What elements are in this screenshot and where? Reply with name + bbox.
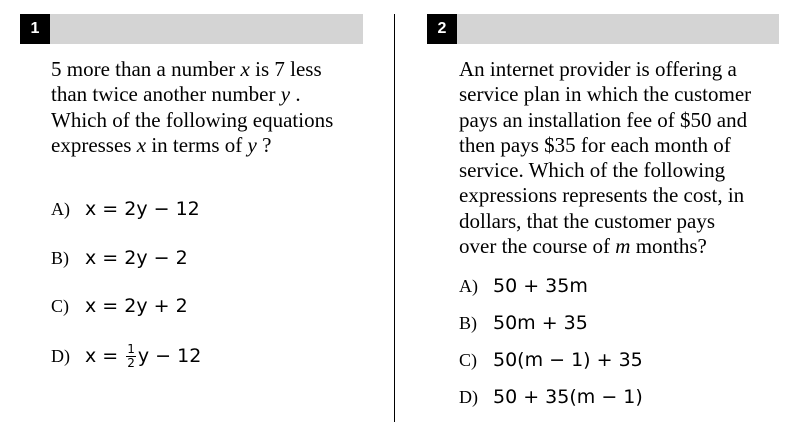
column-divider: [394, 14, 395, 422]
q1-number: 1: [30, 20, 40, 37]
option-expression: 50 + 35(m − 1): [493, 386, 643, 408]
q2-stem-line: service plan in which the customer: [459, 82, 752, 107]
option-expression: 50(m − 1) + 35: [493, 349, 643, 371]
q2-stem: [459, 57, 751, 259]
option-letter: C): [459, 350, 477, 370]
q2-option-c[interactable]: [459, 349, 643, 371]
option-letter: A): [459, 276, 478, 296]
option-letter: A): [51, 199, 70, 219]
option-letter: C): [51, 296, 69, 316]
option-expression: x = $\frac{1}{2}$ y − 12: [85, 342, 202, 370]
fraction: $\frac{1}{2}$: [127, 342, 135, 370]
option-expression: 50 + 35m: [493, 275, 588, 297]
q2-stem-line: over the course of m months?: [459, 234, 707, 259]
q1-option-c[interactable]: [51, 295, 188, 317]
option-expression: 50m + 35: [493, 312, 588, 334]
q2-header-bar: [427, 14, 779, 44]
q2-number: 2: [437, 20, 447, 37]
q2-option-d[interactable]: [459, 386, 643, 408]
option-expression: x = 2y − 2: [85, 247, 188, 269]
q2-stem-line: expressions represents the cost, in: [459, 183, 745, 208]
q1-stem-line: expresses x in terms of y ?: [51, 132, 272, 157]
q2-stem-line: then pays $35 for each month of: [459, 132, 731, 157]
option-letter: B): [459, 313, 477, 333]
q2-option-b[interactable]: [459, 312, 588, 334]
q2-stem-line: dollars, that the customer pays: [459, 208, 716, 233]
q2-option-a[interactable]: [459, 275, 588, 297]
q2-stem-line: pays an installation fee of $50 and: [459, 107, 748, 132]
q1-stem: [51, 57, 333, 158]
q2-number-badge: [427, 14, 457, 44]
option-letter: D): [459, 387, 478, 407]
q1-option-d[interactable]: [51, 343, 201, 370]
option-expression: x = 2y + 2: [85, 295, 188, 317]
option-expression: x = 2y − 12: [85, 198, 200, 220]
q1-stem-line: Which of the following equations: [51, 107, 334, 132]
q1-stem-line: than twice another number y .: [51, 82, 301, 107]
q2-stem-line: service. Which of the following: [459, 158, 726, 183]
q1-header-bar: [20, 14, 363, 44]
q1-option-a[interactable]: [51, 198, 200, 220]
q1-option-b[interactable]: [51, 247, 188, 269]
q1-number-badge: [20, 14, 50, 44]
option-letter: D): [51, 346, 70, 366]
q1-stem-line: 5 more than a number x is 7 less: [51, 57, 322, 81]
option-letter: B): [51, 248, 69, 268]
q2-stem-line: An internet provider is offering a: [459, 57, 737, 81]
